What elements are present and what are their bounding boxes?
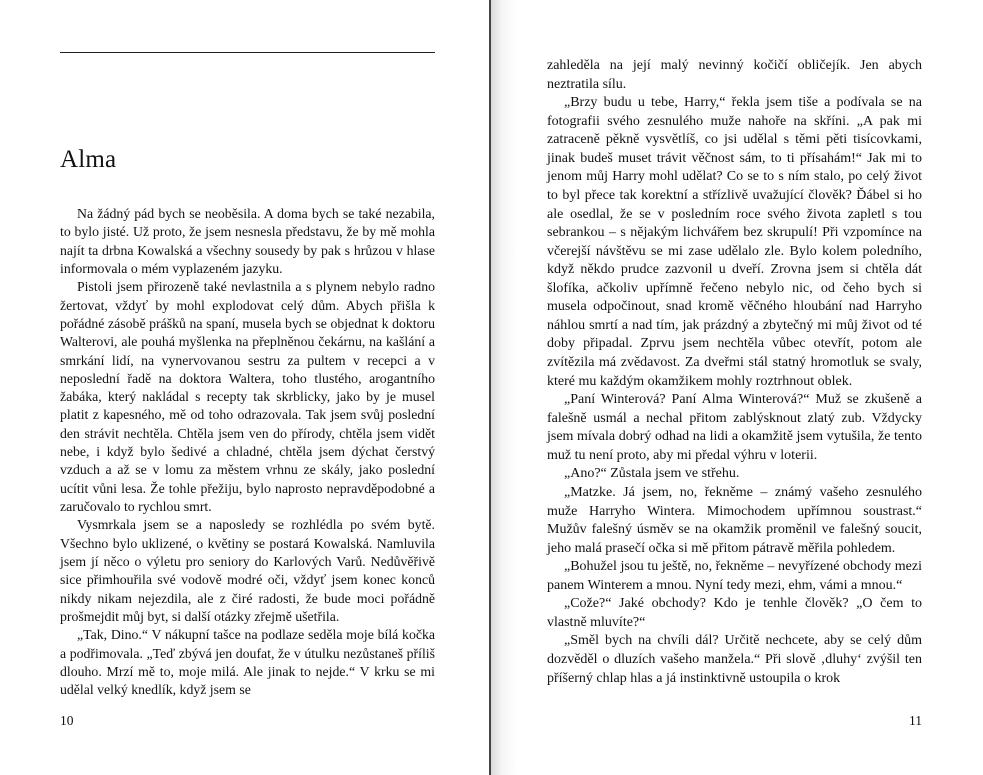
paragraph: „Tak, Dino.“ V nákupní tašce na podlaze seděla moje bílá kočka a podřimovala. „Teď zbývá jen doufat, že v útulku nezůstaneš příliš dlouho. Mrzí mě to, moje milá. Ale jinak to nejde.“ V krku se mi udělal velký knedlík, když jsem se [60, 627, 435, 698]
left-page [0, 0, 489, 775]
paragraph: „Matzke. Já jsem, no, řekněme – známý vašeho zesnulého muže Harryho Wintera. Mimochodem upřímnou soustrast.“ Mužův falešný úsměv se na okamžik proměnil ve falešný soucit, jeho malá prasečí očka si mě přitom pátravě měřila pohledem. [547, 484, 922, 556]
paragraph: „Paní Winterová? Paní Alma Winterová?“ Muž se zkušeně a falešně usmál a nechal přitom zablýsknout zlatý zub. Vždycky jsem mívala dobrý odhad na lidi a okamžitě jsem vytušila, že tento muž tu není proto, aby mi předal výhru v loterii. [547, 392, 922, 463]
right-page-body [547, 57, 922, 688]
chapter-title: Alma [60, 146, 117, 173]
page-number-left: 10 [60, 713, 74, 728]
paragraph: „Ano?“ Zůstala jsem ve střehu. [564, 466, 740, 482]
paragraph: Pistoli jsem přirozeně také nevlastnila a s plynem nebylo radno žertovat, vždyť by mohl explodovat celý dům. Abych přišla k pořádné zásobě prášků na spaní, musela bych se objednat k doktoru Walterovi, ale pouhá myšlenka na přeplněnou čekárnu, na kašlání a smrkání lidí, na vynervovanou sestru za pultem v recepci a v neposlední řadě na doktora Waltera, toho tlustého, arogantního žabáka, který nakládal s recepty tak skrblicky, jako by je musel platit z kapesného, mě od toho odrazovala. Tak jsem svůj poslední den strávit nechtěla. Chtěla jsem ven do přírody, chtěla jsem vidět nebe, i když bylo šedivé a chladné, chtěla jsem dýchat čerstvý vzduch a až se v lomu za městem vrhnu ze skály, jako poslední ucítit vůni lesa. Že tohle přežiju, bylo naprosto nepravděpodobné a zaručovalo to rychlou smrt. [60, 279, 435, 514]
page-number-right: 11 [909, 713, 922, 728]
chapter-rule [60, 52, 435, 53]
paragraph: „Bohužel jsou tu ještě, no, řekněme – nevyřízené obchody mezi panem Winterem a mnou. Nyní tedy mezi, ehm, vámi a mnou.“ [547, 559, 922, 593]
paragraph: Vysmrkala jsem se a naposledy se rozhlédla po svém bytě. Všechno bylo uklizené, o květiny se postará Kowalská. Namluvila jsem jí něco o výletu pro seniory do Karlových Varů. Nedůvěřivě sice přimhouřila své vodově modré oči, vždyť jsem konec konců nikdy nikam nejezdila, ale z čiré radosti, že bude moci pořádně prošmejdit můj byt, si další otázky zřejmě ušetřila. [60, 517, 435, 624]
right-page [491, 0, 983, 775]
continued-paragraph: zahleděla na její malý nevinný kočičí obličejík. Jen abych neztratila sílu. [547, 58, 922, 92]
left-page-body [60, 205, 435, 699]
paragraph: Na žádný pád bych se neoběsila. A doma bych se také nezabila, to bylo jisté. Už proto, že jsem nesnesla představu, že by mě mohla najít ta drbna Kowalská a všechny sousedy by pak s hrůzou v hlase informovala o mém vyplazeném jazyku. [60, 206, 435, 276]
paragraph: „Cože?“ Jaké obchody? Kdo je tenhle člověk? „O čem to vlastně mluvíte?“ [547, 596, 922, 630]
paragraph: „Brzy budu u tebe, Harry,“ řekla jsem tiše a podívala se na fotografii svého zesnulého muže nahoře na skříni. „A pak mi zatraceně pěkně vysvětlíš, co jsi udělal s těmi pěti tisícovkami, jinak budeš muset trávit věčnost sám, to ti přísahám!“ Jak mi to jenom můj Harry mohl udělat? Co se to s ním stalo, po celý život to byl přece tak korektní a střízlivě uvažující člověk? Ďábel si ho ale osedlal, že se v posledním roce svého života zapletl s tou sebrankou – s nějakým lichvářem bez skrupulí! Při vzpomínce na včerejší návštěvu se mi zase udělalo zle. Bylo kolem poledního, když někdo prudce zazvonil u dveří. Zrovna jsem si chtěla dát šlofíka, ačkoliv upřímně řečeno nebylo nic, od čeho bych si musela odpočinout, snad kromě věčného hloubání nad Harryho náhlou smrtí a nad tím, jak prázdný a zbytečný mi můj život od té doby připadal. Zprvu jsem nechtěla vůbec otevřít, potom ale zvítězila má zvědavost. Za dveřmi stál statný hromotluk se svaly, které mu každým okamžikem mohly roztrhnout oblek. [547, 95, 922, 389]
paragraph: „Směl bych na chvíli dál? Určitě nechcete, aby se celý dům dozvěděl o dluzích vašeho manžela.“ Při slově ‚dluhy‘ zvýšil ten příšerný chlap hlas a já instinktivně ustoupila o krok [547, 633, 922, 686]
